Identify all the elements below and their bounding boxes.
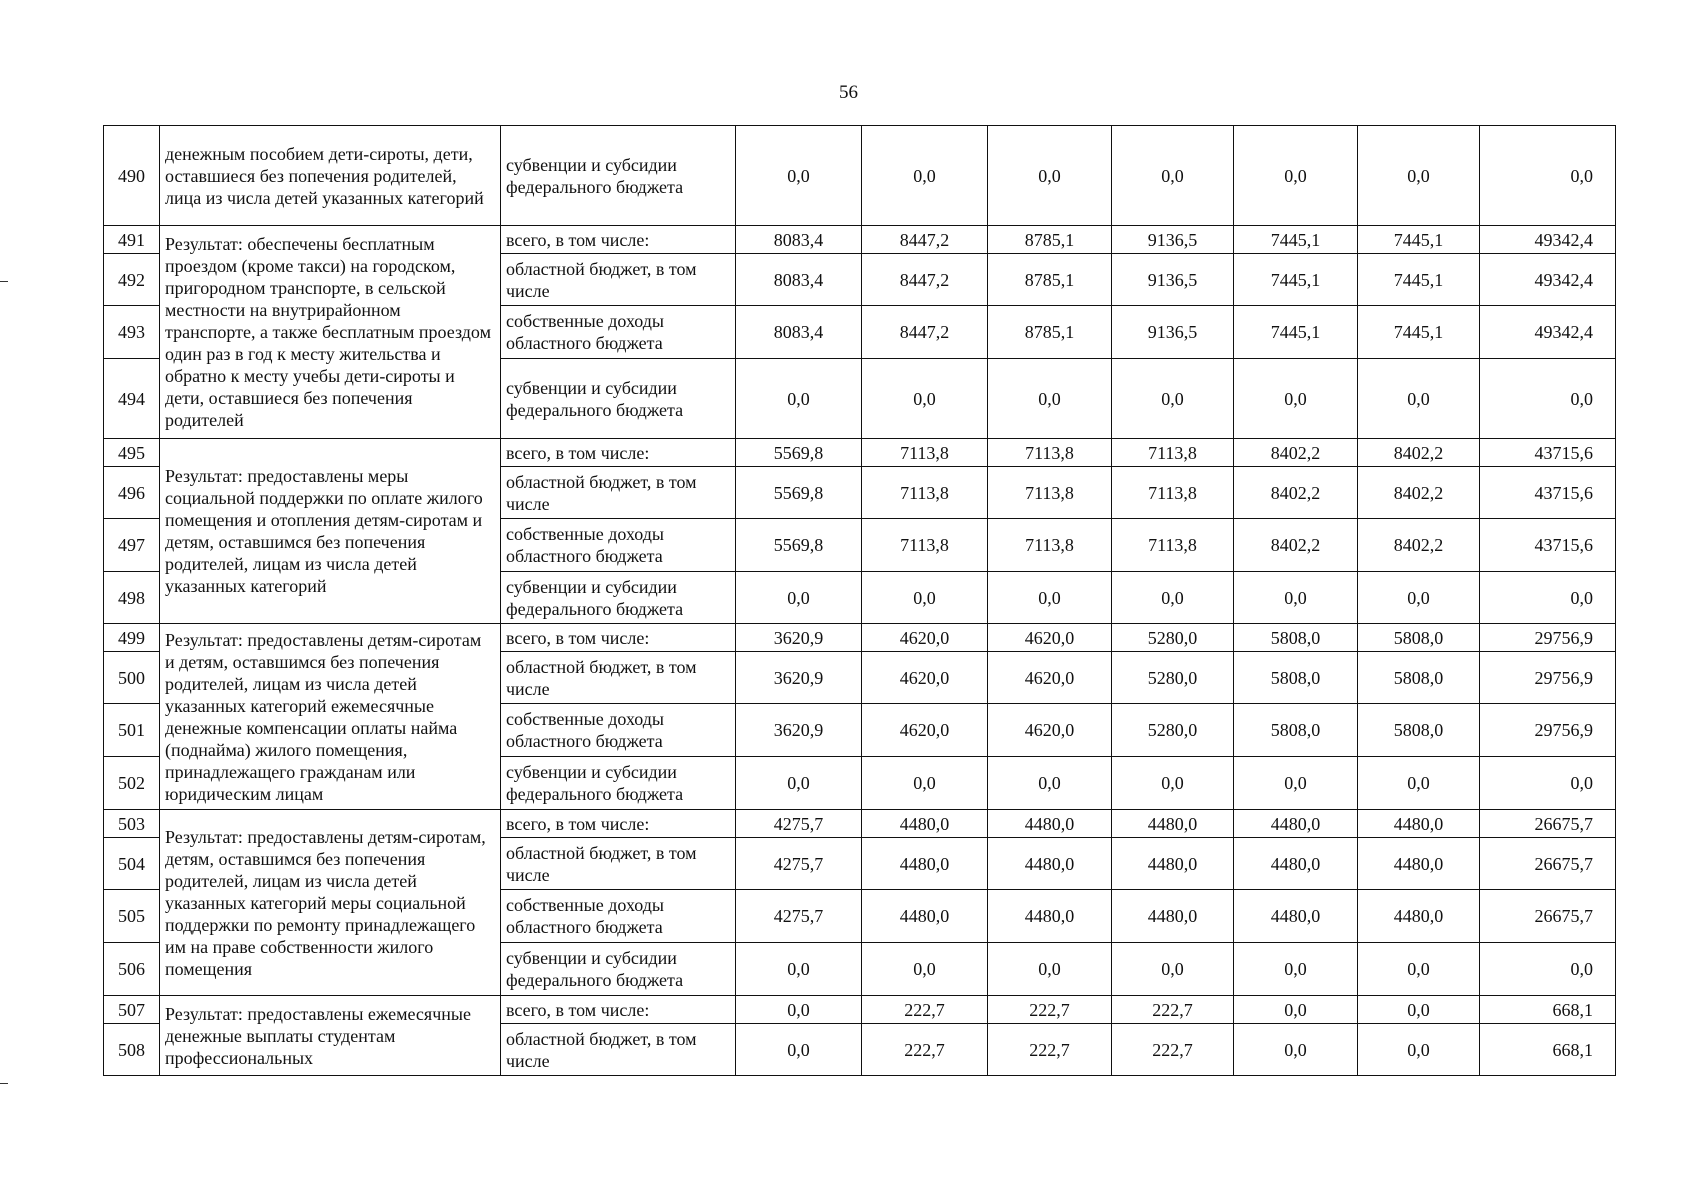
result-description: Результат: предоставлены ежемесячные денежные выплаты студентам профессиональных <box>160 996 501 1076</box>
year-value: 222,7 <box>1112 996 1234 1024</box>
year-value: 7113,8 <box>988 519 1112 572</box>
total-value: 0,0 <box>1480 572 1616 624</box>
year-value: 4480,0 <box>1112 838 1234 890</box>
row-number: 493 <box>104 306 160 359</box>
funding-source: всего, в том числе: <box>501 624 736 652</box>
year-value: 222,7 <box>862 996 988 1024</box>
year-value: 8083,4 <box>736 254 862 306</box>
year-value: 0,0 <box>862 359 988 439</box>
funding-source: субвенции и субсидии федерального бюджета <box>501 757 736 810</box>
year-value: 5280,0 <box>1112 652 1234 704</box>
year-value: 5569,8 <box>736 439 862 467</box>
year-value: 222,7 <box>862 1024 988 1076</box>
year-value: 7113,8 <box>1112 519 1234 572</box>
year-value: 0,0 <box>1234 572 1358 624</box>
funding-source: субвенции и субсидии федерального бюджета <box>501 359 736 439</box>
year-value: 0,0 <box>736 572 862 624</box>
funding-source: областной бюджет, в том числе <box>501 254 736 306</box>
year-value: 0,0 <box>862 572 988 624</box>
year-value: 0,0 <box>1112 943 1234 996</box>
year-value: 3620,9 <box>736 652 862 704</box>
year-value: 4620,0 <box>862 624 988 652</box>
year-value: 5808,0 <box>1234 652 1358 704</box>
result-description: Результат: предоставлены детям-сиротам и детям, оставшимся без попечения родителей, лицам из числа детей указанных категорий ежемесячные денежные компенсации оплаты найма (поднайма) жилого помещения, принадлежащего гражданам или юридическим лицам <box>160 624 501 810</box>
total-value: 26675,7 <box>1480 890 1616 943</box>
year-value: 0,0 <box>1234 757 1358 810</box>
year-value: 0,0 <box>1358 572 1480 624</box>
year-value: 0,0 <box>736 943 862 996</box>
total-value: 49342,4 <box>1480 226 1616 254</box>
year-value: 0,0 <box>1112 359 1234 439</box>
total-value: 43715,6 <box>1480 519 1616 572</box>
year-value: 9136,5 <box>1112 306 1234 359</box>
year-value: 5808,0 <box>1234 624 1358 652</box>
row-number: 495 <box>104 439 160 467</box>
year-value: 5569,8 <box>736 467 862 519</box>
row-number: 491 <box>104 226 160 254</box>
year-value: 0,0 <box>1112 126 1234 226</box>
year-value: 5808,0 <box>1358 624 1480 652</box>
year-value: 7113,8 <box>862 439 988 467</box>
year-value: 4480,0 <box>1112 890 1234 943</box>
year-value: 8402,2 <box>1358 439 1480 467</box>
year-value: 0,0 <box>736 359 862 439</box>
year-value: 7445,1 <box>1358 306 1480 359</box>
total-value: 0,0 <box>1480 359 1616 439</box>
year-value: 0,0 <box>988 757 1112 810</box>
year-value: 7113,8 <box>1112 439 1234 467</box>
total-value: 29756,9 <box>1480 652 1616 704</box>
funding-source: всего, в том числе: <box>501 810 736 838</box>
total-value: 49342,4 <box>1480 254 1616 306</box>
year-value: 0,0 <box>988 572 1112 624</box>
row-number: 507 <box>104 996 160 1024</box>
total-value: 29756,9 <box>1480 624 1616 652</box>
row-number: 505 <box>104 890 160 943</box>
total-value: 0,0 <box>1480 126 1616 226</box>
funding-source: областной бюджет, в том числе <box>501 652 736 704</box>
total-value: 43715,6 <box>1480 439 1616 467</box>
year-value: 9136,5 <box>1112 254 1234 306</box>
year-value: 4480,0 <box>1112 810 1234 838</box>
year-value: 7445,1 <box>1358 226 1480 254</box>
year-value: 5808,0 <box>1358 704 1480 757</box>
year-value: 4620,0 <box>988 652 1112 704</box>
year-value: 0,0 <box>1358 126 1480 226</box>
year-value: 222,7 <box>1112 1024 1234 1076</box>
year-value: 8785,1 <box>988 226 1112 254</box>
year-value: 5280,0 <box>1112 704 1234 757</box>
row-number: 496 <box>104 467 160 519</box>
funding-source: всего, в том числе: <box>501 996 736 1024</box>
year-value: 4480,0 <box>862 810 988 838</box>
year-value: 4620,0 <box>862 652 988 704</box>
left-margin-mark <box>0 281 8 282</box>
budget-table <box>103 125 1616 1076</box>
row-number: 492 <box>104 254 160 306</box>
year-value: 0,0 <box>1234 1024 1358 1076</box>
year-value: 4480,0 <box>862 890 988 943</box>
row-number: 502 <box>104 757 160 810</box>
year-value: 8447,2 <box>862 306 988 359</box>
row-number: 501 <box>104 704 160 757</box>
total-value: 26675,7 <box>1480 838 1616 890</box>
year-value: 7113,8 <box>988 467 1112 519</box>
year-value: 4480,0 <box>1234 838 1358 890</box>
year-value: 0,0 <box>862 126 988 226</box>
year-value: 0,0 <box>1112 757 1234 810</box>
year-value: 8402,2 <box>1358 519 1480 572</box>
page-number: 56 <box>839 82 858 103</box>
result-description: денежным пособием дети-сироты, дети, оставшиеся без попечения родителей, лица из числа детей указанных категорий <box>160 126 501 226</box>
year-value: 4620,0 <box>988 704 1112 757</box>
year-value: 4620,0 <box>862 704 988 757</box>
funding-source: всего, в том числе: <box>501 226 736 254</box>
funding-source: областной бюджет, в том числе <box>501 467 736 519</box>
year-value: 222,7 <box>988 996 1112 1024</box>
result-description: Результат: предоставлены детям-сиротам, детям, оставшимся без попечения родителей, лицам из числа детей указанных категорий меры социальной поддержки по ремонту принадлежащего им на праве собственности жилого помещения <box>160 810 501 996</box>
year-value: 8402,2 <box>1358 467 1480 519</box>
funding-source: субвенции и субсидии федерального бюджета <box>501 943 736 996</box>
year-value: 7445,1 <box>1234 306 1358 359</box>
year-value: 0,0 <box>1234 943 1358 996</box>
total-value: 668,1 <box>1480 1024 1616 1076</box>
year-value: 0,0 <box>1234 126 1358 226</box>
year-value: 0,0 <box>1358 943 1480 996</box>
year-value: 8785,1 <box>988 254 1112 306</box>
table-row <box>104 126 1616 226</box>
year-value: 7113,8 <box>862 519 988 572</box>
year-value: 4480,0 <box>1358 890 1480 943</box>
year-value: 7445,1 <box>1234 254 1358 306</box>
year-value: 0,0 <box>736 757 862 810</box>
year-value: 4275,7 <box>736 838 862 890</box>
left-margin-mark <box>0 1083 8 1084</box>
year-value: 4480,0 <box>1358 838 1480 890</box>
year-value: 8402,2 <box>1234 439 1358 467</box>
funding-source: областной бюджет, в том числе <box>501 1024 736 1076</box>
table-row <box>104 226 1616 254</box>
row-number: 498 <box>104 572 160 624</box>
year-value: 5808,0 <box>1358 652 1480 704</box>
year-value: 0,0 <box>1234 996 1358 1024</box>
year-value: 7445,1 <box>1358 254 1480 306</box>
row-number: 490 <box>104 126 160 226</box>
result-description: Результат: предоставлены меры социальной поддержки по оплате жилого помещения и отопления детям-сиротам и детям, оставшимся без попечения родителей, лицам из числа детей указанных категорий <box>160 439 501 624</box>
year-value: 7113,8 <box>988 439 1112 467</box>
total-value: 49342,4 <box>1480 306 1616 359</box>
year-value: 4480,0 <box>1358 810 1480 838</box>
year-value: 7113,8 <box>862 467 988 519</box>
funding-source: собственные доходы областного бюджета <box>501 890 736 943</box>
total-value: 668,1 <box>1480 996 1616 1024</box>
row-number: 499 <box>104 624 160 652</box>
row-number: 503 <box>104 810 160 838</box>
year-value: 0,0 <box>988 943 1112 996</box>
year-value: 0,0 <box>736 1024 862 1076</box>
year-value: 9136,5 <box>1112 226 1234 254</box>
year-value: 4620,0 <box>988 624 1112 652</box>
year-value: 0,0 <box>1358 359 1480 439</box>
total-value: 43715,6 <box>1480 467 1616 519</box>
year-value: 7113,8 <box>1112 467 1234 519</box>
total-value: 0,0 <box>1480 757 1616 810</box>
year-value: 8785,1 <box>988 306 1112 359</box>
year-value: 4480,0 <box>988 890 1112 943</box>
funding-source: субвенции и субсидии федерального бюджета <box>501 126 736 226</box>
year-value: 0,0 <box>736 996 862 1024</box>
year-value: 0,0 <box>1358 757 1480 810</box>
year-value: 8447,2 <box>862 254 988 306</box>
year-value: 0,0 <box>1358 996 1480 1024</box>
year-value: 3620,9 <box>736 704 862 757</box>
total-value: 29756,9 <box>1480 704 1616 757</box>
year-value: 8447,2 <box>862 226 988 254</box>
funding-source: собственные доходы областного бюджета <box>501 306 736 359</box>
year-value: 4275,7 <box>736 810 862 838</box>
year-value: 4480,0 <box>862 838 988 890</box>
year-value: 8402,2 <box>1234 467 1358 519</box>
year-value: 4480,0 <box>1234 890 1358 943</box>
year-value: 0,0 <box>736 126 862 226</box>
funding-source: областной бюджет, в том числе <box>501 838 736 890</box>
year-value: 8402,2 <box>1234 519 1358 572</box>
table-row <box>104 810 1616 838</box>
year-value: 5280,0 <box>1112 624 1234 652</box>
year-value: 4480,0 <box>1234 810 1358 838</box>
year-value: 222,7 <box>988 1024 1112 1076</box>
row-number: 494 <box>104 359 160 439</box>
funding-source: субвенции и субсидии федерального бюджета <box>501 572 736 624</box>
year-value: 4275,7 <box>736 890 862 943</box>
year-value: 8083,4 <box>736 226 862 254</box>
row-number: 500 <box>104 652 160 704</box>
result-description: Результат: обеспечены бесплатным проездом (кроме такси) на городском, пригородном транспорте, в сельской местности на внутрирайонном транспорте, а также бесплатным проездом один раз в год к месту жительства и обратно к месту учебы дети-сироты и дети, оставшиеся без попечения родителей <box>160 226 501 439</box>
funding-source: собственные доходы областного бюджета <box>501 704 736 757</box>
row-number: 497 <box>104 519 160 572</box>
year-value: 3620,9 <box>736 624 862 652</box>
funding-source: собственные доходы областного бюджета <box>501 519 736 572</box>
funding-source: всего, в том числе: <box>501 439 736 467</box>
total-value: 0,0 <box>1480 943 1616 996</box>
year-value: 0,0 <box>862 757 988 810</box>
table-row <box>104 624 1616 652</box>
total-value: 26675,7 <box>1480 810 1616 838</box>
year-value: 8083,4 <box>736 306 862 359</box>
table-row <box>104 996 1616 1024</box>
year-value: 0,0 <box>862 943 988 996</box>
year-value: 5808,0 <box>1234 704 1358 757</box>
year-value: 4480,0 <box>988 838 1112 890</box>
row-number: 506 <box>104 943 160 996</box>
row-number: 508 <box>104 1024 160 1076</box>
table-row <box>104 439 1616 467</box>
year-value: 0,0 <box>988 126 1112 226</box>
row-number: 504 <box>104 838 160 890</box>
year-value: 0,0 <box>1112 572 1234 624</box>
year-value: 0,0 <box>1234 359 1358 439</box>
year-value: 5569,8 <box>736 519 862 572</box>
year-value: 7445,1 <box>1234 226 1358 254</box>
year-value: 0,0 <box>1358 1024 1480 1076</box>
year-value: 0,0 <box>988 359 1112 439</box>
year-value: 4480,0 <box>988 810 1112 838</box>
